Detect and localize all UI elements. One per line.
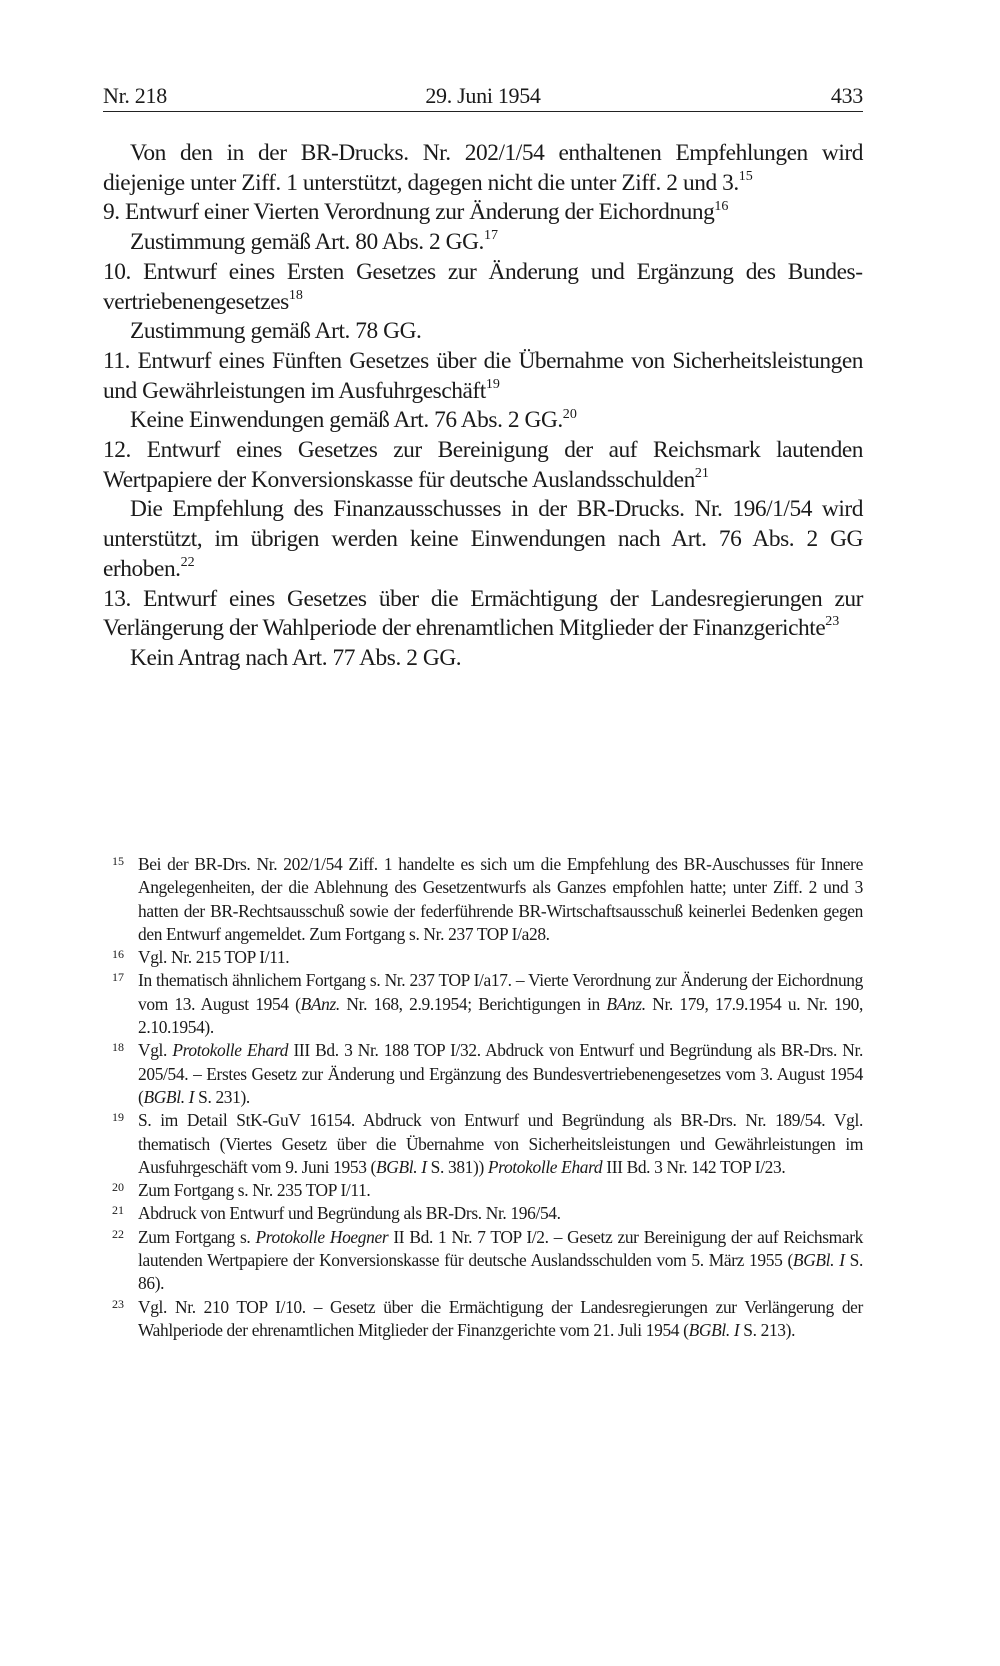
citation-italic: BGBl. I [143, 1086, 195, 1107]
footnote-number: 20 [112, 1180, 124, 1195]
resolution-item-12: Die Empfehlung des Finanzausschusses in der BR-Drucks. Nr. 196/1/54 wird unterstützt, im übrigen werden keine Einwendungen nach Art. 76 Abs. 2 GG erhoben.$^{22}$ [103, 496, 863, 582]
agenda-item-11: 11. Entwurf eines Fünften Gesetzes über die Übernahme von Sicherheitsleistungen und Gewährleistungen im Ausfuhrgeschäft$^{19}$ [103, 347, 863, 404]
footnote-number: 21 [112, 1203, 124, 1218]
citation-italic: BGBl. I [792, 1250, 845, 1271]
footnotes-section [103, 853, 863, 1342]
footnote-ref-15[interactable]: 15 [738, 167, 753, 184]
citation-italic: Protokolle Ehard [172, 1040, 289, 1061]
footnote-18: 18 Vgl. Protokolle Ehard III Bd. 3 Nr. 188 TOP I/32. Abdruck von Entwurf und Begründung als BR-Drs. Nr. 205/54. – Erstes Gesetz zur Änderung und Ergänzung des Bundesvertriebenengesetzes vom 3. August 1954 (BGBl. I S. 231). [103, 1039, 863, 1109]
footnote-20: 20 Zum Fortgang s. Nr. 235 TOP I/11. [103, 1179, 863, 1202]
document-number: Nr. 218 [103, 83, 167, 108]
footnote-16: 16 Vgl. Nr. 215 TOP I/11. [103, 946, 863, 969]
footnote-ref-21[interactable]: 21 [694, 464, 709, 481]
footnote-number: 22 [112, 1226, 124, 1241]
header-date: 29. Juni 1954 [425, 83, 541, 108]
citation-italic: BAnz. [606, 993, 646, 1014]
citation-italic: BGBl. I [375, 1156, 427, 1177]
footnote-number: 15 [112, 854, 124, 868]
footnote-21: 21 Abdruck von Entwurf und Begründung als BR-Drs. Nr. 196/54. [103, 1202, 863, 1225]
resolution-item-9: Zustimmung gemäß Art. 80 Abs. 2 GG.$^{17}$ [130, 227, 498, 256]
agenda-item-12: 12. Entwurf eines Gesetzes zur Bereinigung der auf Reichsmark lautenden Wertpapiere der Konversionskasse für deutsche Auslandsschulden$^{21}$ [103, 437, 863, 493]
footnote-17: 17 In thematisch ähnlichem Fortgang s. Nr. 237 TOP I/a17. – Vierte Verordnung zur Änderung der Eichordnung vom 13. August 1954 (BAnz. Nr. 168, 2.9.1954; Berichtigungen in BAnz. Nr. 179, 17.9.1954 u. Nr. 190, 2.10.1954). [103, 969, 863, 1039]
footnote-ref-17[interactable]: 17 [483, 227, 498, 244]
citation-italic: BGBl. I [688, 1319, 740, 1340]
footnote-ref-16[interactable]: 16 [714, 197, 729, 214]
citation-italic: BAnz. [300, 993, 340, 1014]
resolution-item-10: Zustimmung gemäß Art. 78 GG. [130, 318, 422, 345]
footnote-number: 23 [112, 1296, 124, 1311]
agenda-item-10: 10. Entwurf eines Ersten Gesetzes zur Änderung und Ergänzung des Bundesvertriebenengesetzes$^{18}$ [103, 258, 863, 315]
citation-italic: Protokolle Hoegner [255, 1226, 389, 1247]
footnote-23: 23 Vgl. Nr. 210 TOP I/10. – Gesetz über die Ermächtigung der Landesregierungen zur Verlängerung der Wahlperiode der ehrenamtlichen Mitglieder der Finanzgerichte vom 21. Juli 1954 (BGBl. I S. 213). [103, 1296, 863, 1343]
resolution-item-13: Kein Antrag nach Art. 77 Abs. 2 GG. [130, 644, 462, 671]
footnote-number: 18 [112, 1040, 124, 1055]
footnote-number: 16 [112, 947, 124, 962]
resolution-item-11: Keine Einwendungen gemäß Art. 76 Abs. 2 GG.$^{20}$ [130, 405, 577, 434]
footnote-ref-19[interactable]: 19 [485, 375, 500, 392]
paragraph-recommendations: Von den in der BR-Drucks. Nr. 202/1/54 enthaltenen Empfehlungen wird diejenige unter Ziff. 1 unterstützt, dagegen nicht die unter Ziff. 2 und 3.15 [103, 140, 863, 196]
agenda-item-9: 9. Entwurf einer Vierten Verordnung zur Änderung der Eichordnung$^{16}$ [103, 197, 729, 226]
footnote-15: 15 Bei der BR-Drs. Nr. 202/1/54 Ziff. 1 handelte es sich um die Empfehlung des BR-Auschusses für Innere Angelegenheiten, der die Ablehnung des Gesetzentwurfs als Ganzes empfohlen hatte; unter Ziff. 2 und 3 hatten der BR-Rechtsausschuß sowie der federführende BR-Wirtschaftsausschuß keinerlei Bedenken gegen den Entwurf angemeldet. Zum Fortgang s. Nr. 237 TOP I/a28. [103, 853, 863, 946]
running-header [103, 83, 863, 112]
page-number: 433 [830, 83, 863, 108]
footnote-number: 19 [112, 1110, 124, 1125]
agenda-item-13: 13. Entwurf eines Gesetzes über die Ermächtigung der Landesregierungen zur Verlängerung der Wahlperiode der ehrenamtlichen Mitglieder der Finanzgerichte$^{23}$ [103, 585, 863, 642]
main-text [103, 139, 863, 674]
footnote-ref-20[interactable]: 20 [562, 405, 577, 422]
footnote-number: 17 [112, 970, 124, 985]
footnote-ref-18[interactable]: 18 [288, 286, 303, 303]
footnote-19: 19 S. im Detail StK-GuV 16154. Abdruck von Entwurf und Begründung als BR-Drs. Nr. 189/54. Vgl. thematisch (Viertes Gesetz über die Übernahme von Sicherheitsleistungen und Gewährleistungen im Ausfuhrgeschäft vom 9. Juni 1953 (BGBl. I S. 381)) Protokolle Ehard III Bd. 3 Nr. 142 TOP I/23. [103, 1109, 863, 1179]
footnote-ref-22[interactable]: 22 [180, 554, 195, 571]
footnote-ref-23[interactable]: 23 [825, 613, 840, 630]
footnote-22: 22 Zum Fortgang s. Protokolle Hoegner II Bd. 1 Nr. 7 TOP I/2. – Gesetz zur Bereinigung der auf Reichsmark lautenden Wertpapiere der Konversionskasse für deutsche Auslandsschulden vom 5. März 1955 (BGBl. I S. 86). [103, 1226, 863, 1296]
citation-italic: Protokolle Ehard [487, 1156, 603, 1177]
